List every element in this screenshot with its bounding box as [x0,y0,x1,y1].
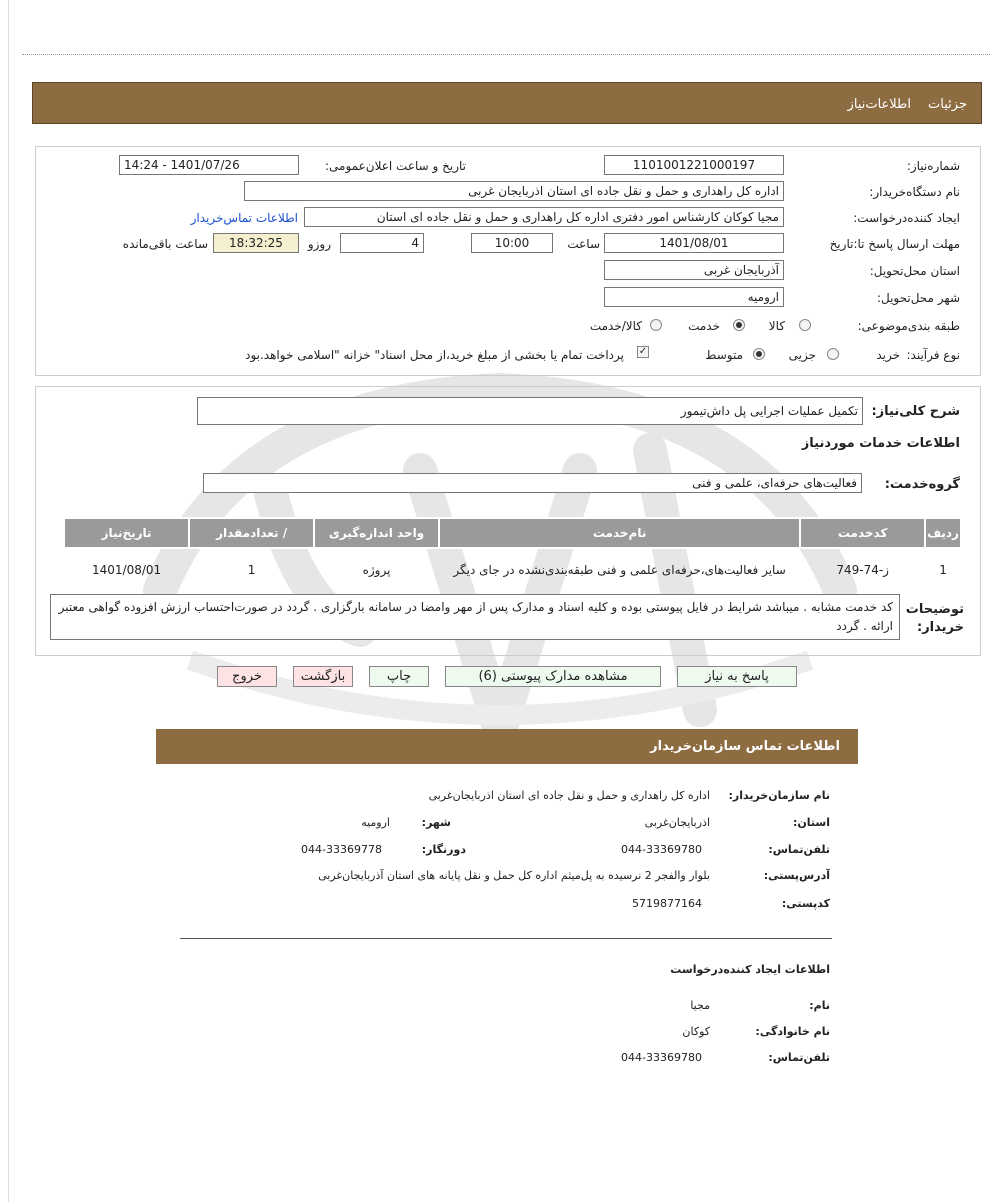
requester-name-label: نام: [809,999,830,1012]
remaining-label: ساعت باقی‌مانده [122,237,208,251]
left-divider [8,0,9,1202]
creator-field: مجیا کوکان کارشناس امور دفتری اداره کل راهداری و حمل و نقل جاده ای استان [304,207,784,227]
contact-phone-label: تلفن‌تماس: [768,843,830,856]
buyer-org-field: اداره کل راهداری و حمل و نقل جاده ای استان اذربایجان غربی [244,181,784,201]
process-option-medium: متوسط [705,348,743,362]
cell-service-code: ز-74-749 [836,563,889,577]
deadline-time-field: 10:00 [471,233,553,253]
cell-unit: پروژه [362,563,391,577]
deadline-date-field: 1401/08/01 [604,233,784,253]
services-table [63,517,962,591]
payment-checkbox[interactable]: ✓ [638,346,648,357]
process-radio-minor[interactable] [827,348,839,360]
process-option-minor: جزیی [788,348,816,362]
page-header-bar [32,82,982,124]
process-label: نوع فرآیند: [906,348,960,362]
need-title-label: شرح کلی‌نیاز: [871,404,960,419]
need-number-field: 1101001221000197 [604,155,784,175]
contact-province-value: اذربایجان‌غربی [644,816,710,829]
section-divider [180,938,832,939]
remaining-time-field: 18:32:25 [213,233,299,253]
org-value: اداره کل راهداری و حمل و نقل جاده ای استان اذربایجان‌غربی [428,789,710,802]
category-option-goods: کالا [768,319,785,333]
days-field: 4 [340,233,424,253]
announce-datetime-field: 14:24 - 1401/07/26 [119,155,299,175]
category-radio-goods-service[interactable] [650,319,662,331]
contact-fax-label: دورنگار: [421,843,466,856]
reply-button[interactable]: پاسخ به نیاز [677,666,797,687]
process-buy-label: خرید [876,348,900,362]
buyer-notes-label: توضیحات خریدار: [905,602,964,635]
table-row [64,548,961,591]
buyer-notes-text: کد خدمت مشابه . میباشد شرایط در فایل پیوستی بوده و کلیه اسناد و مدارک پس از مهر وامضا در سامانه بارگزاری . گردد در صورت‌احتساب ارزش افزوده گواهی معتبر ارائه . گردد [50,594,900,640]
need-title-field: تکمیل عملیات اجرایی پل داش‌تیمور [197,397,863,425]
category-radio-service[interactable] [733,319,745,331]
city-field: ارومیه [604,287,784,307]
breadcrumb-details[interactable]: جزئیات [928,97,967,112]
col-quantity: / تعدادمقدار [189,518,314,548]
requester-family-value: کوکان [682,1025,710,1038]
process-radio-medium[interactable] [753,348,765,360]
requester-heading: اطلاعات ایجاد کننده‌درخواست [670,963,830,976]
contact-heading-bar [156,729,858,764]
service-group-label: گروه‌خدمت: [884,477,960,492]
days-label: روزو [307,237,331,251]
category-label: طبقه بندی‌موضوعی: [857,319,960,333]
col-row-number: ردیف [925,518,961,548]
col-unit: واحد اندازه‌گیری [314,518,439,548]
contact-province-label: استان: [793,816,830,829]
buyer-contact-link[interactable]: اطلاعات تماس‌خریدار [190,211,298,225]
announce-label: تاریخ و ساعت اعلان‌عمومی: [324,159,466,173]
category-radio-goods[interactable] [799,319,811,331]
print-button[interactable]: چاپ [369,666,429,687]
org-label: نام سازمان‌خریدار: [728,789,830,802]
cell-need-date: 1401/08/01 [91,563,162,577]
services-table-header [64,518,961,548]
breadcrumb-need-info[interactable]: اطلاعات‌نیاز [847,97,911,112]
province-label: استان محل‌تحویل: [869,264,960,278]
category-option-goods-service: کالا/خدمت [589,319,642,333]
contact-phone-value: 044-33369780 [621,843,702,856]
dotted-separator [22,54,990,55]
payment-note: پرداخت تمام یا بخشی از مبلغ خرید،از محل اسناد" خزانه "اسلامی خواهد.بود [245,348,624,362]
col-service-code: کدخدمت [800,518,925,548]
services-heading: اطلاعات خدمات موردنیاز [801,436,960,451]
creator-label: ایجاد کننده‌درخواست: [853,211,960,225]
service-group-field: فعالیت‌های حرفه‌ای، علمی و فنی [203,473,862,493]
buyer-org-label: نام دستگاه‌خریدار: [869,185,960,199]
cell-service-name: سایر فعالیت‌های،حرفه‌ای علمی و فنی طبقه‌بندی‌نشده در جای دیگر [453,562,786,577]
city-label: شهر محل‌تحویل: [876,291,960,305]
deadline-time-label: ساعت [567,237,600,251]
back-button[interactable]: بازگشت [293,666,353,687]
postal-label: کدپستی: [781,897,830,910]
attachments-button[interactable]: مشاهده مدارک پیوستی (6) [445,666,661,687]
requester-phone-label: تلفن‌تماس: [768,1051,830,1064]
requester-name-value: مجیا [690,999,710,1012]
address-label: آدرس‌پستی: [763,869,830,882]
province-field: آذربایجان غربی [604,260,784,280]
contact-heading: اطلاعات تماس سازمان‌خریدار [650,739,840,754]
cell-quantity: 1 [247,563,256,577]
category-option-service: خدمت [688,319,720,333]
requester-family-label: نام خانوادگی: [755,1025,830,1038]
contact-city-label: شهر: [421,816,451,829]
contact-fax-value: 044-33369778 [301,843,382,856]
exit-button[interactable]: خروج [217,666,277,687]
postal-value: 5719877164 [632,897,702,910]
deadline-label: مهلت ارسال پاسخ تا:تاریخ [829,237,960,251]
cell-row-number: 1 [939,563,947,577]
address-value: بلوار والفجر 2 نرسیده به پل‌میثم اداره کل حمل و نقل پایانه های استان آذربایجان‌غربی [318,869,710,882]
need-number-label: شماره‌نیاز: [906,159,960,173]
col-service-name: نام‌خدمت [439,518,800,548]
contact-city-value: ارومیه [361,816,390,829]
col-need-date: تاریخ‌نیاز [64,518,189,548]
requester-phone-value: 044-33369780 [621,1051,702,1064]
